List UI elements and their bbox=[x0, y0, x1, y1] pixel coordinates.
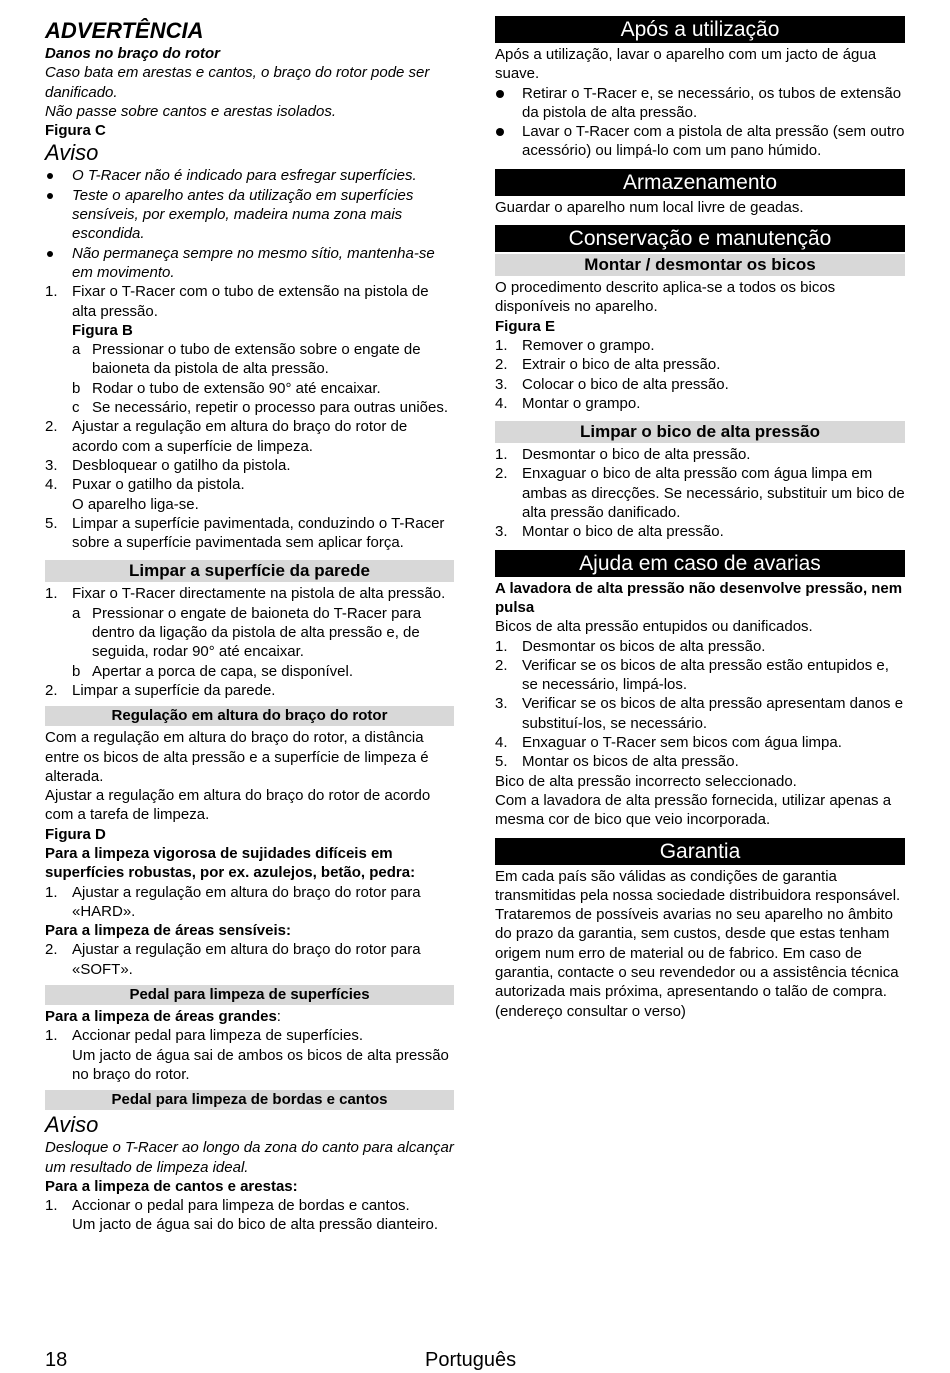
step-note: Um jacto de água sai do bico de alta pressão dianteiro. bbox=[72, 1216, 439, 1234]
step-item: 5. Montar os bicos de alta pressão. bbox=[495, 753, 739, 771]
step-item: 1. Desmontar os bicos de alta pressão. bbox=[495, 637, 766, 655]
step-item: 1. Accionar pedal para limpeza de superfícies. bbox=[45, 1027, 363, 1045]
paragraph: Ajustar a regulação em altura do braço do rotor de acordo com a tarefa de limpeza. bbox=[45, 787, 431, 824]
bullet-icon bbox=[496, 90, 504, 98]
section-heading-storage: Armazenamento bbox=[495, 169, 905, 196]
step-item: 3. Montar o bico de alta pressão. bbox=[495, 523, 724, 541]
bold-paragraph: Para a limpeza de áreas grandes: bbox=[45, 1008, 281, 1026]
step-item: 2. Enxaguar o bico de alta pressão com água limpa em ambas as direcções. Se necessário, substituir um bico de alta pressão danificado. bbox=[495, 465, 905, 522]
step-note: O aparelho liga-se. bbox=[72, 495, 199, 513]
step-item: 4. Montar o grampo. bbox=[495, 394, 641, 412]
right-column bbox=[495, 16, 905, 1021]
bold-paragraph: Para a limpeza de áreas sensíveis: bbox=[45, 922, 291, 940]
figure-label: Figura E bbox=[495, 317, 556, 335]
step-item: 2. Extrair o bico de alta pressão. bbox=[495, 356, 721, 374]
step-item: 3. Verificar se os bicos de alta pressão apresentam danos e substituí-los, se necessário. bbox=[495, 695, 904, 732]
bullet-item: Não permaneça sempre no mesmo sítio, mantenha-se em movimento. bbox=[45, 244, 454, 283]
step-item: 3. Colocar o bico de alta pressão. bbox=[495, 375, 729, 393]
notice-title: Aviso bbox=[45, 140, 99, 166]
section-heading-troubleshooting: Ajuda em caso de avarias bbox=[495, 550, 905, 577]
section-heading-clean-nozzle: Limpar o bico de alta pressão bbox=[495, 421, 905, 443]
paragraph: (endereço consultar o verso) bbox=[495, 1002, 686, 1020]
bullet-icon bbox=[47, 251, 53, 257]
step-item: 1. Fixar o T-Racer directamente na pistola de alta pressão. bbox=[45, 585, 446, 603]
paragraph: Com a lavadora de alta pressão fornecida, utilizar apenas a mesma cor de bico que veio incorporada. bbox=[495, 791, 892, 829]
bullet-item: Teste o aparelho antes da utilização em superfícies sensíveis, por exemplo, madeira numa zona mais escondida. bbox=[45, 186, 454, 244]
left-column bbox=[45, 16, 454, 1235]
paragraph: O procedimento descrito aplica-se a todos os bicos disponíveis no aparelho. bbox=[495, 279, 836, 316]
substep-item: c Se necessário, repetir o processo para outras uniões. bbox=[72, 399, 449, 417]
section-heading-nozzles: Montar / desmontar os bicos bbox=[495, 254, 905, 276]
step-item: 2. Ajustar a regulação em altura do braço do rotor de acordo com a superfície de limpeza. bbox=[45, 418, 408, 455]
paragraph: Após a utilização, lavar o aparelho com um jacto de água suave. bbox=[495, 46, 877, 83]
section-heading-pedal-edges: Pedal para limpeza de bordas e cantos bbox=[45, 1090, 454, 1110]
figure-label: Figura C bbox=[45, 122, 106, 140]
warning-text: Caso bata em arestas e cantos, o braço do rotor pode ser danificado. bbox=[45, 64, 430, 101]
bullet-icon bbox=[47, 193, 53, 199]
bullet-icon bbox=[496, 128, 504, 136]
warning-title: ADVERTÊNCIA bbox=[45, 18, 204, 43]
section-heading-after-use: Após a utilização bbox=[495, 16, 905, 43]
figure-label: Figura D bbox=[45, 825, 106, 843]
step-item: 5. Limpar a superfície pavimentada, conduzindo o T-Racer sobre a superfície pavimentada sem aplicar força. bbox=[45, 514, 445, 552]
step-item: 3. Desbloquear o gatilho da pistola. bbox=[45, 456, 291, 474]
section-heading-warranty: Garantia bbox=[495, 838, 905, 865]
substep-item: b Apertar a porca de capa, se disponível. bbox=[72, 662, 353, 680]
bullet-item: Lavar o T-Racer com a pistola de alta pressão (sem outro acessório) ou limpá-lo com um pano húmido. bbox=[495, 122, 905, 161]
bullet-icon bbox=[47, 173, 53, 179]
paragraph: Guardar o aparelho num local livre de geadas. bbox=[495, 198, 804, 216]
notice-text: Desloque o T-Racer ao longo da zona do canto para alcançar um resultado de limpeza ideal. bbox=[45, 1139, 454, 1176]
notice-title: Aviso bbox=[45, 1112, 99, 1138]
section-heading-height: Regulação em altura do braço do rotor bbox=[45, 706, 454, 726]
step-item: 1. Remover o grampo. bbox=[495, 336, 655, 354]
section-heading-wall: Limpar a superfície da parede bbox=[45, 560, 454, 582]
step-item: 1. Accionar o pedal para limpeza de bordas e cantos. bbox=[45, 1197, 410, 1215]
step-item: 1. Desmontar o bico de alta pressão. bbox=[495, 446, 751, 464]
step-note: Um jacto de água sai de ambos os bicos de alta pressão no braço do rotor. bbox=[72, 1046, 449, 1083]
step-item: 2. Ajustar a regulação em altura do braço do rotor para «SOFT». bbox=[45, 941, 421, 978]
section-heading-care: Conservação e manutenção bbox=[495, 225, 905, 252]
substep-item: b Rodar o tubo de extensão 90° até encaixar. bbox=[72, 379, 381, 397]
step-item: 2. Verificar se os bicos de alta pressão estão entupidos e, se necessário, limpá-los. bbox=[495, 656, 889, 694]
section-heading-pedal-surface: Pedal para limpeza de superfícies bbox=[45, 985, 454, 1005]
paragraph: Bicos de alta pressão entupidos ou danificados. bbox=[495, 618, 813, 636]
step-item: 1. Fixar o T-Racer com o tubo de extensão na pistola de alta pressão. bbox=[45, 283, 429, 320]
step-item: 4. Puxar o gatilho da pistola. bbox=[45, 476, 245, 494]
bold-paragraph: Para a limpeza vigorosa de sujidades difíceis em superfícies robustas, por ex. azulejos, betão, pedra: bbox=[45, 844, 416, 882]
paragraph: Em cada país são válidas as condições de garantia transmitidas pela nossa sociedade distribuidora responsável. Trataremos de possíveis avarias no seu aparelho no âmbito do prazo da garantia, sem custos, desde que estas tenham origem num erro de material ou de fabrico. Em caso de garantia, contacte o seu revendedor ou a assistência técnica autorizada mais próxima, apresentando o talão de compra. bbox=[495, 867, 901, 1001]
paragraph: Bico de alta pressão incorrecto seleccionado. bbox=[495, 772, 797, 790]
warning-subtitle: Danos no braço do rotor bbox=[45, 45, 221, 62]
paragraph: Com a regulação em altura do braço do rotor, a distância entre os bicos de alta pressão e a superfície de limpeza é alterada. bbox=[45, 729, 429, 785]
figure-label: Figura B bbox=[72, 321, 133, 339]
bullet-item: Retirar o T-Racer e, se necessário, os tubos de extensão da pistola de alta pressão. bbox=[495, 84, 905, 123]
warning-text: Não passe sobre cantos e arestas isolados. bbox=[45, 102, 336, 120]
footer-language: Português bbox=[425, 1349, 517, 1371]
bold-paragraph: A lavadora de alta pressão não desenvolve pressão, nem pulsa bbox=[495, 579, 903, 616]
step-item: 1. Ajustar a regulação em altura do braço do rotor para «HARD». bbox=[45, 883, 421, 920]
step-item: 4. Enxaguar o T-Racer sem bicos com água limpa. bbox=[495, 734, 842, 752]
substep-item: a Pressionar o tubo de extensão sobre o engate de baioneta da pistola de alta pressão. bbox=[72, 341, 421, 378]
bold-paragraph: Para a limpeza de cantos e arestas: bbox=[45, 1177, 298, 1195]
step-item: 2. Limpar a superfície da parede. bbox=[45, 681, 276, 699]
page-number: 18 bbox=[45, 1349, 68, 1371]
bullet-item: O T-Racer não é indicado para esfregar superfícies. bbox=[45, 166, 454, 185]
substep-item: a Pressionar o engate de baioneta do T-Racer para dentro da ligação da pistola de alta pressão e, de seguida, rodar 90° até encaixar. bbox=[72, 604, 422, 661]
